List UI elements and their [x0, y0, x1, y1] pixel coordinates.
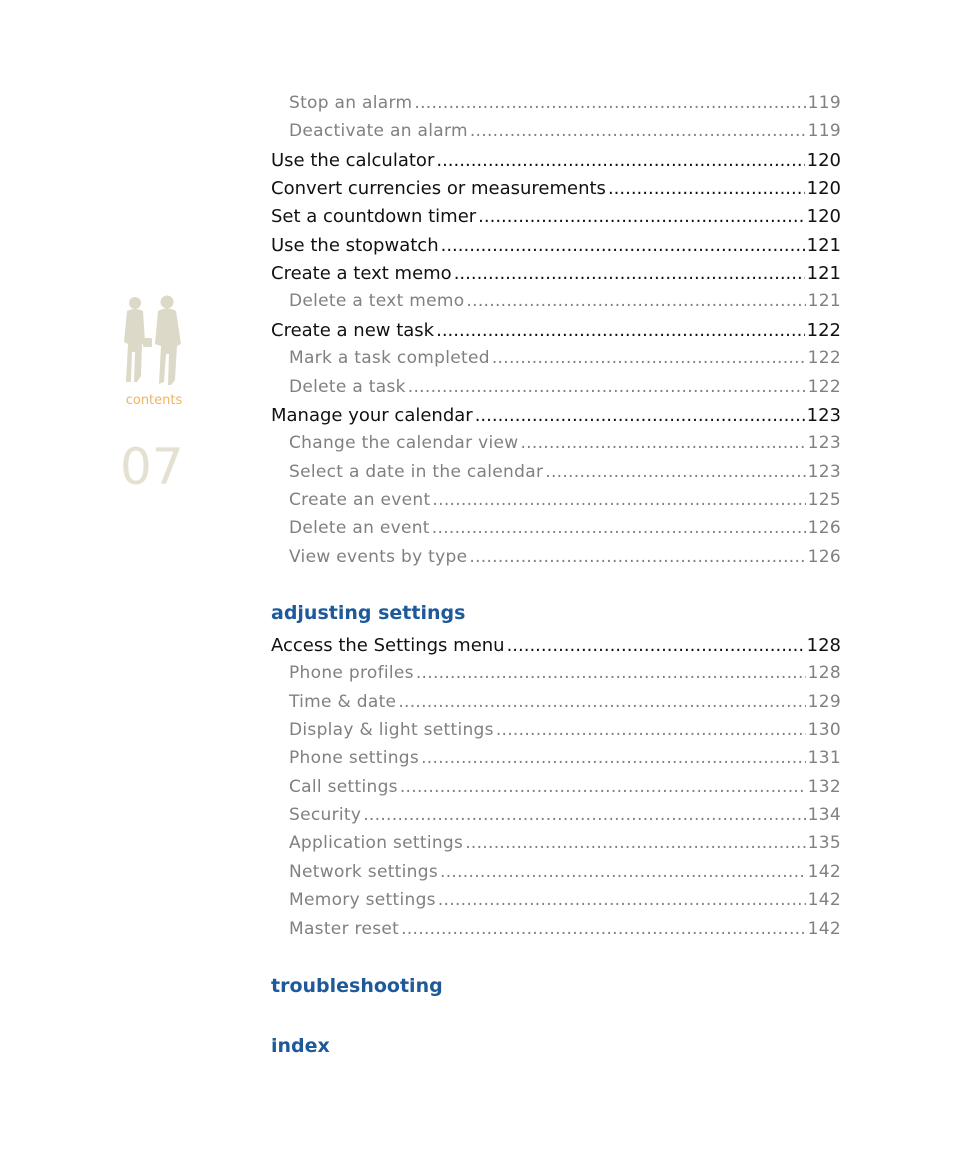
toc-entry-title: Phone settings: [289, 748, 420, 769]
toc-entry-page-number: 123: [807, 461, 841, 482]
toc-entry-title: Mark a task completed: [289, 348, 490, 369]
dot-leader: [436, 150, 804, 171]
toc-entry-title: Master reset: [289, 918, 400, 939]
toc-entry[interactable]: [289, 833, 841, 859]
dot-leader: [608, 178, 805, 199]
dot-leader: [436, 320, 805, 341]
dot-leader: [400, 777, 806, 797]
toc-entry[interactable]: [271, 635, 841, 661]
toc-entry[interactable]: [289, 890, 841, 916]
dot-leader: [469, 547, 805, 567]
dot-leader: [416, 663, 806, 683]
toc-entry-page-number: 142: [807, 890, 841, 911]
toc-entry-title: Use the stopwatch: [271, 234, 439, 256]
dot-leader: [432, 518, 806, 538]
dot-leader: [441, 235, 805, 256]
toc-entry[interactable]: [289, 121, 841, 147]
business-people-illustration: [115, 294, 195, 389]
toc-entry-page-number: 120: [806, 178, 841, 200]
toc-entry[interactable]: [289, 377, 841, 403]
dot-leader: [465, 833, 805, 853]
toc-entry-title: View events by type: [289, 546, 468, 567]
dot-leader: [492, 348, 806, 368]
toc-entry-title: Deactivate an alarm: [289, 121, 468, 142]
toc-entry-title: Set a countdown timer: [271, 206, 477, 228]
toc-entry-page-number: 126: [807, 546, 841, 567]
dot-leader: [414, 93, 805, 113]
toc-entry-title: Select a date in the calendar: [289, 461, 544, 482]
toc-entry-page-number: 123: [806, 404, 841, 426]
toc-entry[interactable]: [289, 748, 841, 774]
toc-entry-page-number: 134: [807, 805, 841, 826]
toc-entry-title: Call settings: [289, 776, 398, 797]
toc-entry-title: Display & light settings: [289, 720, 494, 741]
toc-entry[interactable]: [271, 405, 841, 431]
toc-entry[interactable]: [271, 150, 841, 176]
toc-entry-page-number: 121: [806, 263, 841, 285]
toc-entry-page-number: 131: [807, 748, 841, 769]
toc-entry-title: Application settings: [289, 833, 464, 854]
dot-leader: [408, 377, 806, 397]
toc-entry-title: Create a text memo: [271, 263, 452, 285]
toc-entry-page-number: 128: [807, 663, 841, 684]
toc-entry-page-number: 120: [806, 149, 841, 171]
dot-leader: [475, 405, 805, 426]
toc-entry-title: Use the calculator: [271, 149, 435, 171]
toc-entry[interactable]: [289, 490, 841, 516]
toc-entry-title: Network settings: [289, 861, 438, 882]
toc-entry[interactable]: [289, 777, 841, 803]
dot-leader: [401, 919, 806, 939]
toc-entry[interactable]: [271, 178, 841, 204]
dot-leader: [478, 206, 804, 227]
dot-leader: [363, 805, 805, 825]
toc-entry[interactable]: [289, 805, 841, 831]
toc-entry[interactable]: [289, 291, 841, 317]
toc-entry[interactable]: [289, 462, 841, 488]
toc-entry[interactable]: [289, 433, 841, 459]
toc-entry-title: Time & date: [289, 691, 397, 712]
dot-leader: [421, 748, 806, 768]
toc-entry-page-number: 121: [806, 234, 841, 256]
toc-entry-title: Change the calendar view: [289, 433, 519, 454]
toc-entry-title: Delete a text memo: [289, 291, 465, 312]
toc-entry[interactable]: [289, 862, 841, 888]
toc-entry-title: Convert currencies or measurements: [271, 178, 606, 200]
toc-entry[interactable]: [289, 518, 841, 544]
toc-entry[interactable]: [289, 348, 841, 374]
toc-entry-page-number: 135: [807, 833, 841, 854]
dot-leader: [398, 692, 805, 712]
dot-leader: [496, 720, 806, 740]
dot-leader: [432, 490, 805, 510]
toc-entry-page-number: 142: [807, 918, 841, 939]
toc-entry-page-number: 128: [806, 635, 841, 656]
dot-leader: [545, 462, 805, 482]
dot-leader: [470, 121, 806, 141]
toc-entry[interactable]: [271, 320, 841, 346]
toc-entry-page-number: 126: [807, 518, 841, 539]
toc-entry[interactable]: [289, 720, 841, 746]
contents-label: contents: [125, 393, 183, 408]
section-heading-adjusting-settings[interactable]: adjusting settings: [271, 602, 466, 624]
toc-entry-title: Security: [289, 805, 362, 826]
toc-entry-page-number: 122: [806, 319, 841, 341]
toc-entry[interactable]: [289, 547, 841, 573]
toc-entry-title: Create a new task: [271, 319, 435, 341]
toc-entry-page-number: 120: [806, 206, 841, 228]
toc-entry-page-number: 122: [807, 376, 841, 397]
toc-entry[interactable]: [271, 263, 841, 289]
dot-leader: [438, 890, 806, 910]
toc-entry-title: Create an event: [289, 489, 431, 510]
toc-entry-page-number: 123: [807, 433, 841, 454]
toc-entry-page-number: 129: [807, 691, 841, 712]
toc-entry[interactable]: [289, 663, 841, 689]
dot-leader: [454, 263, 805, 284]
toc-entry-title: Manage your calendar: [271, 404, 473, 426]
toc-entry-page-number: 125: [807, 489, 841, 510]
section-heading-troubleshooting[interactable]: troubleshooting: [271, 975, 443, 997]
toc-entry[interactable]: [289, 919, 841, 945]
chapter-number: 07: [120, 438, 184, 496]
toc-entry-page-number: 121: [807, 291, 841, 312]
toc-entry-title: Stop an alarm: [289, 93, 413, 113]
toc-entry[interactable]: [289, 93, 841, 119]
toc-entry-title: Access the Settings menu: [271, 635, 505, 656]
dot-leader: [466, 291, 805, 311]
dot-leader: [507, 635, 805, 656]
dot-leader: [440, 862, 806, 882]
toc-entry-title: Phone profiles: [289, 663, 414, 684]
toc-entry[interactable]: [271, 206, 841, 232]
toc-entry-page-number: 132: [807, 776, 841, 797]
toc-entry-page-number: 119: [807, 121, 841, 142]
toc-entry-page-number: 142: [807, 861, 841, 882]
toc-entry-title: Memory settings: [289, 890, 436, 911]
toc-entry-page-number: 130: [807, 720, 841, 741]
dot-leader: [520, 433, 805, 453]
toc-entry[interactable]: [271, 235, 841, 261]
toc-entry-page-number: 119: [807, 93, 841, 113]
toc-entry-page-number: 122: [807, 348, 841, 369]
toc-entry[interactable]: [289, 692, 841, 718]
toc-entry-title: Delete a task: [289, 376, 406, 397]
section-heading-index[interactable]: index: [271, 1035, 330, 1057]
toc-entry-title: Delete an event: [289, 518, 430, 539]
